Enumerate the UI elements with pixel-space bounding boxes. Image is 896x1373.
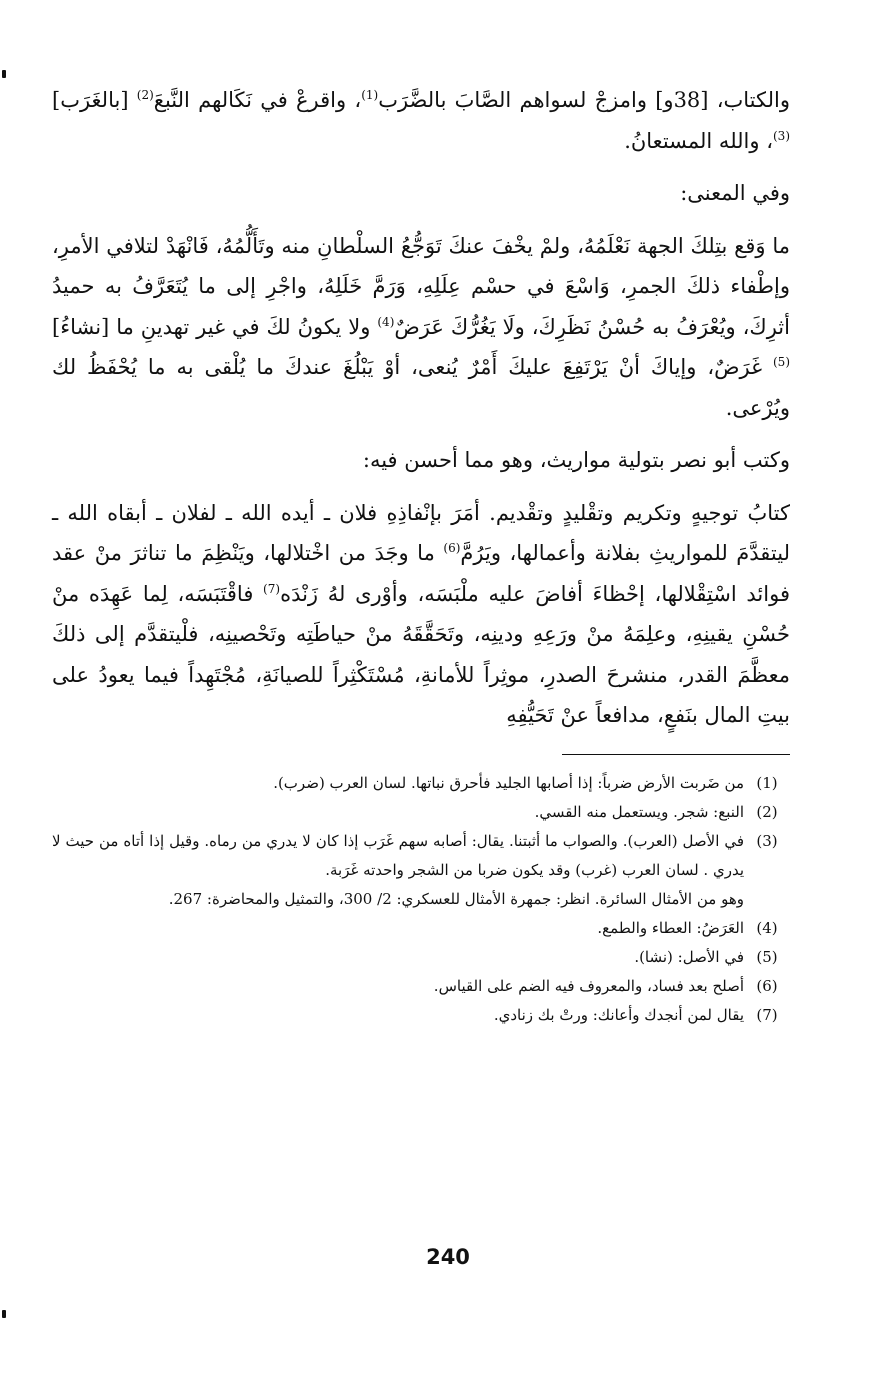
- footnote-line: من ضَربت الأرض ضرباً: إذا أصابها الجليد فأحرق نباتها. لسان العرب (ضرب).: [273, 773, 744, 792]
- footnote-number: (3): [756, 831, 778, 850]
- footnote-line: وهو من الأمثال السائرة. انظر: جمهرة الأمثال للعسكري: 2/ 300، والتمثيل والمحاضرة: 267.: [168, 889, 744, 908]
- paragraph-5-text-c: فاقْتَبَسَه، لِما عَهِدَه منْ حُسْنِ يقينِهِ، وعلِمَهُ منْ ورَعِهِ ودينِه، وتَحَقَّقَهُ منْ حياطَتِه وتَحْصينِه، فلْيتقدَّم إلى ذلكَ معظَّمَ القدر، منشرحَ الصدرِ، موثِراً للأمانةِ، مُسْتَكْثِراً للصيانَةِ، مُجْتَهِداً فيما يعودُ على بيتِ المال بنَفعٍ، مدافعاً عنْ تَحَيُّفِهِ: [52, 581, 790, 727]
- paragraph-3: [52, 226, 790, 429]
- footnote-ref-6[interactable]: (6): [443, 541, 461, 555]
- footnote-line: العَرَضُ: العطاء والطمع.: [597, 918, 744, 937]
- paragraph-5-text: كتابُ توجيهٍ وتكريم وتقْليدٍ وتقْديم. أمَرَ بإنْفاذِهِ فلان ـ أيده الله ـ لفلان ـ أبقاه الله ـ ليتقدَّمَ للمواريثِ بفلانة وأعمالها، ويَرُمَّ: [52, 500, 791, 565]
- paragraph-2-text: وفي المعنى:: [680, 181, 790, 205]
- paragraph-3-text-c: غَرَضٌ، وإياكَ أنْ يَرْتَفِعَ عليكَ أَمْرٌ يُنعى، أوْ يَبْلُغَ عندكَ ما يُلْقى به ما يُحْفَظُ لك ويُرْعى.: [52, 355, 790, 420]
- footnote-number: (7): [756, 1005, 778, 1024]
- paragraph-3-text-b: ولا يكونُ لكَ في غير تهدينِ ما [نشاءُ]: [52, 314, 378, 339]
- paragraph-1: [52, 80, 790, 161]
- footnote-7: [52, 1001, 790, 1030]
- paragraph-2-heading: [52, 173, 790, 214]
- footnote-text: [52, 798, 744, 827]
- footnote-text: [52, 943, 744, 972]
- footnote-number: (5): [756, 947, 778, 966]
- footnote-line: في الأصل (العرب). والصواب ما أثبتنا. يقال: أصابه سهم غَرَب إذا كان لا يدري من رماه. وقيل إذا أتاه من حيث لا يدري . لسان العرب (غرب) وقد يكون ضربا من الشجر واحدته غَرَبة.: [52, 831, 744, 879]
- footnotes: [52, 769, 790, 1030]
- footnote-number: (2): [756, 802, 778, 821]
- paragraph-1-text-c: [بالغَرَب]: [52, 88, 137, 112]
- footnote-line: في الأصل: (نشا).: [634, 947, 744, 966]
- paragraph-1-text-b: ، واقرعْ في نَكَالهم النَّبعَ: [153, 88, 362, 112]
- footnote-number: (6): [756, 976, 778, 995]
- footnote-3: [52, 827, 790, 914]
- footnote-text: [52, 827, 744, 914]
- footnote-ref-2[interactable]: (2): [136, 88, 154, 102]
- footnote-separator: [562, 754, 790, 755]
- footnote-5: [52, 943, 790, 972]
- footnote-line: يقال لمن أنجدك وأعانك: ورتْ بك زنادي.: [493, 1005, 744, 1024]
- paragraph-5-text-b: ما وجَدَ من اخْتلالها، ويَنْظِمَ ما تناثرَ منْ عقد فوائد اسْتِقْلالها، إحْظاءَ أفاضَ عليه ملْبَسَه، وأوْرى لهُ زَنْدَه: [52, 541, 790, 606]
- paragraph-3-text: ما وَقع بتِلكَ الجهة نَعْلَمُهُ، ولمْ يخْفَ عنكَ تَوَجُّعُ السلْطانِ منه وتَأَلُّمُهُ، فَانْهَدْ لتلافي الأمرِ، وإطْفاء ذلكَ الجمرِ، وَاسْعَ في حسْم عِلَلِهِ، وَرَمَّ خَلَلِهُ، واجْرِ إلى ما يُتَعَرَّفُ به حميدُ أثرِكَ، ويُعْرَفُ به حُسْنُ نَظَرِكَ، ولَا يَغُرُّكَ عَرَضٌ: [52, 233, 790, 339]
- footnote-2: [52, 798, 790, 827]
- footnote-text: [52, 972, 744, 1001]
- scan-edge-mark-bottom: [2, 1310, 6, 1318]
- footnote-1: [52, 769, 790, 798]
- footnote-text: [52, 914, 744, 943]
- footnote-line: أصلح بعد فساد، والمعروف فيه الضم على القياس.: [433, 976, 744, 995]
- document-page: [52, 80, 790, 1030]
- footnote-ref-5[interactable]: (5): [772, 355, 790, 369]
- footnote-ref-3[interactable]: (3): [772, 128, 790, 143]
- footnote-line: النبع: شجر. ويستعمل منه القسي.: [534, 802, 744, 821]
- footnote-ref-4[interactable]: (4): [377, 314, 395, 329]
- footnote-4: [52, 914, 790, 943]
- footnote-ref-1[interactable]: (1): [361, 88, 379, 102]
- footnote-text: [52, 769, 744, 798]
- paragraph-5: [52, 493, 790, 736]
- paragraph-1-text: والكتاب، [38و] وامزجْ لسواهم الصَّابَ بالضَّرَب: [378, 88, 790, 112]
- footnote-text: [52, 1001, 744, 1030]
- body-text: [52, 80, 790, 736]
- paragraph-4-text: وكتب أبو نصر بتولية مواريث، وهو مما أحسن فيه:: [362, 448, 790, 472]
- footnote-ref-7[interactable]: (7): [263, 581, 281, 596]
- page-number: 240: [426, 1245, 470, 1269]
- paragraph-1-text-d: ، والله المستعانُ.: [624, 128, 773, 153]
- footnote-6: [52, 972, 790, 1001]
- paragraph-4-heading: [52, 440, 790, 481]
- scan-edge-mark-top: [2, 70, 6, 78]
- footnote-number: (1): [756, 773, 778, 792]
- footnote-number: (4): [756, 918, 778, 937]
